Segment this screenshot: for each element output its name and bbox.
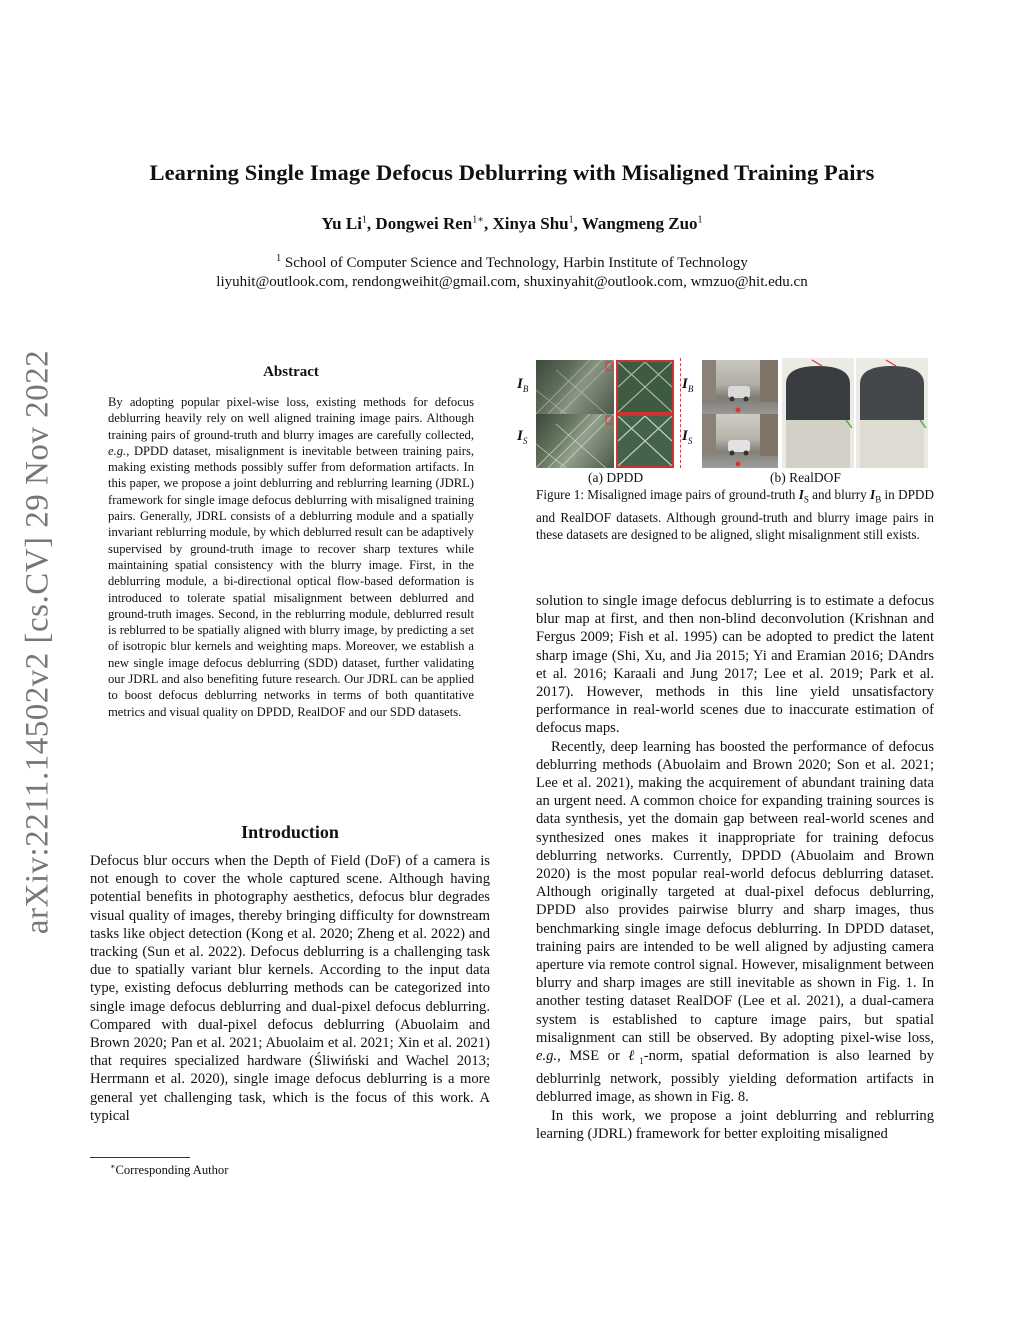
affiliation-text: School of Computer Science and Technology, Harbin Institute of Technology <box>284 255 748 271</box>
label-sub: S <box>522 436 528 446</box>
fence-pattern <box>536 360 614 414</box>
caption-label: Figure 1: <box>536 487 584 502</box>
subcaption-dpdd: (a) DPDD <box>588 470 644 485</box>
affiliation <box>0 249 1024 273</box>
caption-text: and blurry <box>808 487 871 502</box>
introduction-heading: Introduction <box>241 822 339 842</box>
author-mark: 1 <box>568 214 574 226</box>
label-main: I <box>517 428 523 444</box>
figure-1 <box>514 356 938 490</box>
bollard-shape <box>782 358 854 468</box>
symbol-main: I <box>870 487 876 502</box>
crop-pattern <box>618 362 672 412</box>
dpdd-sharp-crop <box>616 414 674 468</box>
realdof-crop-blurry <box>782 358 854 468</box>
symbol-sub: B <box>875 494 882 505</box>
footnote-text: Corresponding Author <box>115 1163 229 1178</box>
realdof-blurry-image <box>702 360 778 414</box>
paragraph-part: Recently, deep learning has boosted the performance of defocus deblurring methods (Abuolaim and Brown 2020; Son et al. 2021; Lee et al. 2021), making the acquirement of abundant training data an urgent need. A common choice for expanding training sources is data synthesis, yet the domain gap between real-world scenes and synthesized ones makes it inappropriate for training defocus deblurring networks. Currently, DPDD (Abuolaim and Brown 2020) is the most popular real-world defocus deblurring dataset. Although originally targeted at dual-pixel defocus deblurring, DPDD also provides pairwise blurry and sharp images, thus benchmarking single image defocus deblurring. In DPDD dataset, training pairs are intended to be well aligned by adjusting camera aperture via remote control signal. However, misalignment between blurry and sharp images are still inevitable as shown in Fig. 1. In another testing dataset RealDOF (Lee et al. 2021), a dual-camera system is established to capture image pairs, but spatial misalignment can still be observed. By adopting pixel-wise loss, <box>536 738 934 1046</box>
footnote-mark: ∗ <box>110 1162 116 1171</box>
affiliation-mark: 1 <box>276 253 282 264</box>
label-is-left <box>517 428 527 446</box>
abstract-text <box>108 394 474 720</box>
dpdd-blurry-crop <box>616 360 674 414</box>
arxiv-id: arXiv:2211.14502v2 [cs.CV] 29 Nov 2022 <box>19 349 56 935</box>
label-main: I <box>682 428 688 444</box>
label-ib-right <box>682 376 693 394</box>
footnote <box>110 1162 228 1178</box>
ell-symbol: ℓ <box>628 1048 640 1065</box>
paragraph: solution to single image defocus deblurring is to estimate a defocus blur map at first, and then non-blind deconvolution (Krishnan and Fergus 2009; Fish et al. 1995) can be adopted to predict the latent sharp image (Shi, Xu, and Jia 2015; Yi and Eramian 2016; DAndrs et al. 2016; Karaali and Jung 2017; Lee et al. 2019; Park et al. 2017). However, methods in this line yield unsatisfactory performance in real-world scenes due to inaccurate estimation of defocus maps. <box>536 593 934 737</box>
label-main: I <box>682 376 688 392</box>
label-ib-left <box>517 376 528 394</box>
caption-text: in DPDD and RealDOF datasets. Although ground-truth and blurry image pairs in these datasets are designed to be aligned, slight misalignment still exists. <box>536 487 934 542</box>
paragraph: In this work, we propose a joint deblurring and reblurring learning (JDRL) framework for better exploiting misaligned <box>536 1107 934 1142</box>
label-sub: B <box>687 384 694 394</box>
paper-title: Learning Single Image Defocus Deblurring with Misaligned Training Pairs <box>149 160 875 185</box>
author-mark: 1 <box>697 214 703 226</box>
label-sub: S <box>687 436 693 446</box>
label-main: I <box>517 376 523 392</box>
symbol-sub: S <box>803 494 809 505</box>
street-scene <box>702 360 778 414</box>
crop-pattern <box>618 416 672 466</box>
paragraph-part: , MSE or <box>557 1048 629 1065</box>
dpdd-sharp-image <box>536 414 614 468</box>
dpdd-blurry-image <box>536 360 614 414</box>
caption-symbol <box>870 487 882 505</box>
figure-divider <box>680 358 681 468</box>
ell-sub: 1 <box>639 1055 644 1066</box>
author-name: Yu Li <box>321 214 362 233</box>
author-mark: 1 <box>361 214 367 226</box>
figure-1-caption <box>536 486 934 543</box>
bollard-shape <box>856 358 928 468</box>
realdof-crop-sharp <box>856 358 928 468</box>
abstract-heading: Abstract <box>263 364 319 380</box>
abstract-part: By adopting popular pixel-wise loss, existing methods for defocus deblurring heavily rely on well aligned training image pairs. Although training pairs of ground-truth and blurry images are carefully collected, <box>108 395 474 442</box>
label-is-right <box>682 428 692 446</box>
label-sub: B <box>522 384 529 394</box>
realdof-sharp-image <box>702 414 778 468</box>
paragraph <box>536 738 934 1107</box>
author-name: Wangmeng Zuo <box>581 214 698 233</box>
paragraph: Defocus blur occurs when the Depth of Field (DoF) of a camera is not enough to cover the whole captured scene. Although having potential benefits in photography aesthetics, defocus blur degrades visual quality of images, thereby bringing difficulty for downstream tasks like object detection (Kong et al. 2020; Zheng et al. 2022) and tracking (Sun et al. 2022). Defocus deblurring is a challenging task due to spatially variant blur kernels. According to the input data type, existing defocus deblurring methods can be categorized into single image defocus deblurring and dual-pixel defocus deblurring. Compared with dual-pixel defocus deblurring (Abuolaim and Brown 2020; Pan et al. 2021; Abuolaim et al. 2021; Xin et al. 2021) that requires specialized hardware (Śliwiński and Wachel 2013; Herrmann et al. 2020), single image defocus deblurring is a more general yet challenging task, which is the focus of this work. A typical <box>90 853 490 1124</box>
paragraph-eg: e.g. <box>536 1048 558 1065</box>
street-scene <box>702 414 778 468</box>
fence-pattern <box>536 414 614 468</box>
introduction-left-column <box>90 852 490 1125</box>
abstract-eg: e.g. <box>108 443 127 458</box>
caption-symbol <box>798 487 809 505</box>
author-mark: 1∗ <box>472 214 485 226</box>
affiliation-block <box>0 249 1024 292</box>
symbol-main: I <box>798 487 804 502</box>
paragraph-part: -norm, spatial deformation is also learned by deblurrinlg network, possibly yielding deformation artifacts in deblurred image, as shown in Fig. 8. <box>536 1048 934 1106</box>
subcaption-realdof: (b) RealDOF <box>770 470 841 485</box>
author-name: Xinya Shu <box>492 214 569 233</box>
author-list: Yu Li$^1$, Dongwei Ren$^{1∗}$, Xinya Shu$^1$, Wangmeng Zuo$^1$ <box>321 214 703 233</box>
footnote-rule <box>90 1157 190 1158</box>
abstract-part: , DPDD dataset, misalignment is inevitable between training pairs, making existing methods possibly suffer from deformation artifacts. In this paper, we propose a joint deblurring and reblurring learning (JDRL) framework for single image defocus deblurring with misaligned training pairs. Generally, JDRL consists of a deblurring module and a spatially invariant reblurring module, by which deblurred result can be adaptively supervised by ground-truth image to recover sharp textures while maintaining spatial consistency with the blurry image. First, in the deblurring module, a bi-directional optical flow-based deformation is introduced to tolerate spatial misalignment between deblurred and ground-truth images. Second, in the reblurring module, deblurred result is reblurred to be spatially aligned with blurry image, by predicting a set of isotropic blur kernels and weighting maps. Moreover, we establish a new single image defocus deblurring (SDD) dataset, further validating our JDRL and also benefiting future research. Our JDRL can be applied to boost defocus deblurring networks in terms of both quantitative metrics and visual quality on DPDD, RealDOF and our SDD datasets. <box>108 443 474 719</box>
emails: liyuhit@outlook.com, rendongweihit@gmail.com, shuxinyahit@outlook.com, wmzuo@hit.edu.cn <box>216 274 808 290</box>
caption-text: Misaligned image pairs of ground-truth <box>584 487 799 502</box>
introduction-right-column <box>536 592 934 1143</box>
author-name: Dongwei Ren <box>375 214 473 233</box>
